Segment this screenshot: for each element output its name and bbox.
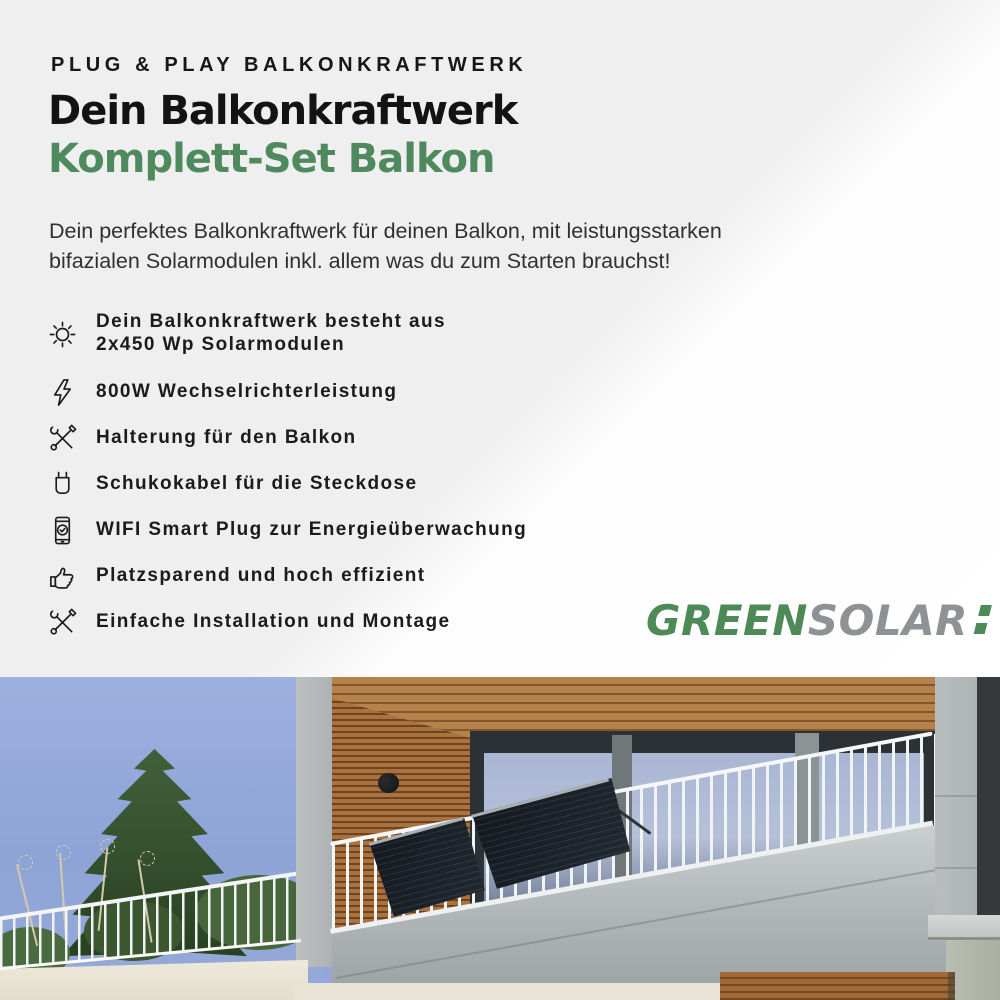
feature-label: 800W Wechselrichterleistung — [96, 380, 398, 402]
flower-head — [140, 851, 155, 866]
feature-item-smart-plug — [46, 507, 527, 553]
feature-list — [46, 299, 527, 645]
feature-label: WIFI Smart Plug zur Energieüberwachung — [96, 518, 528, 540]
balcony-photo — [0, 677, 1000, 1000]
page-subtitle: Komplett-Set Balkon — [48, 136, 495, 182]
logo-solar-text: SOLAR — [807, 596, 968, 645]
plug-icon — [46, 468, 78, 500]
feature-label: Einfache Installation und Montage — [96, 610, 451, 632]
tools-icon — [46, 422, 78, 454]
page-title: Dein Balkonkraftwerk — [48, 88, 518, 134]
feature-label: Platzsparend und hoch effizient — [96, 564, 426, 586]
wall-lamp — [378, 773, 399, 793]
greensolar-logo — [646, 596, 988, 645]
description-text: Dein perfektes Balkonkraftwerk für deinen Balkon, mit leistungsstarken bifazialen Solarmodulen inkl. allem was du zum Starten brauchst! — [49, 219, 722, 274]
smart-plug-icon — [46, 514, 78, 546]
wood-cladding-bottom — [720, 972, 955, 1000]
facade-seam — [935, 867, 977, 869]
facade-seam — [935, 795, 977, 797]
feature-item-cable — [46, 461, 527, 507]
eyebrow-label: PLUG & PLAY BALKONKRAFTWERK — [51, 54, 528, 76]
flower-head — [100, 839, 115, 854]
concrete-slab — [928, 915, 1000, 940]
building-corner-face — [296, 677, 333, 967]
logo-colon — [974, 605, 992, 634]
flower-head — [18, 855, 33, 870]
feature-label: Schukokabel für die Steckdose — [96, 472, 418, 494]
feature-item-mounting — [46, 415, 527, 461]
flower-head — [56, 845, 71, 860]
thumbs-up-icon — [46, 560, 78, 592]
facade-dark-panel — [977, 677, 1000, 915]
feature-item-solar-modules — [46, 299, 527, 369]
logo-green-text: GREEN — [646, 596, 808, 645]
sun-icon — [46, 318, 78, 350]
feature-item-efficiency — [46, 553, 527, 599]
feature-label: Dein Balkonkraftwerk besteht aus 2x450 Wp Solarmodulen — [96, 311, 446, 355]
feature-item-inverter — [46, 369, 527, 415]
lightning-icon — [46, 376, 78, 408]
facade-right-face — [935, 677, 977, 927]
feature-item-installation — [46, 599, 527, 645]
feature-label: Halterung für den Balkon — [96, 426, 357, 448]
tools-icon — [46, 606, 78, 638]
